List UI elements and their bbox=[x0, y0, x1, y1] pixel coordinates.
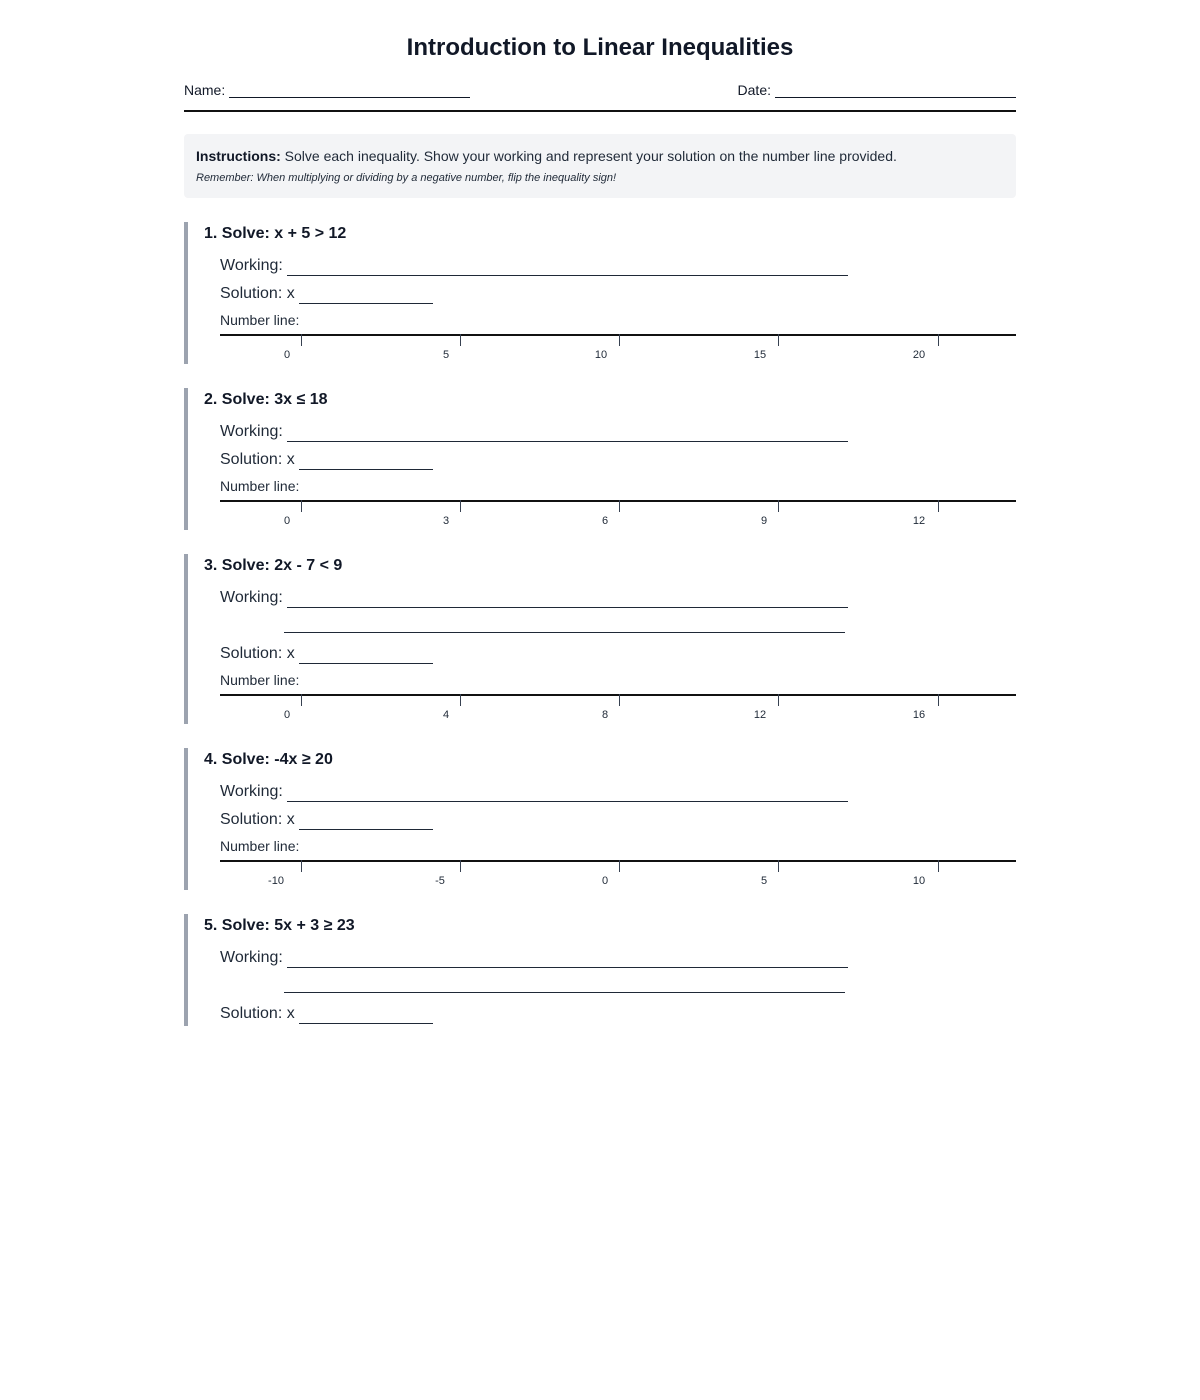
working-label: Working: bbox=[220, 589, 283, 606]
instructions-heading: Instructions: bbox=[196, 148, 281, 164]
tick-label: 10 bbox=[912, 875, 926, 887]
tick-label: 20 bbox=[912, 349, 926, 361]
tick bbox=[301, 334, 302, 346]
tick-label: 10 bbox=[594, 349, 608, 361]
tick bbox=[778, 694, 779, 706]
solution-blank[interactable] bbox=[299, 645, 433, 664]
working-extra-blank[interactable] bbox=[284, 632, 845, 633]
number-line-label: Number line: bbox=[220, 838, 300, 854]
number-line[interactable] bbox=[220, 860, 1016, 890]
tick-label: 3 bbox=[442, 515, 450, 527]
working-row bbox=[220, 588, 848, 608]
tick-label: 4 bbox=[442, 709, 450, 721]
tick-label: 6 bbox=[601, 515, 609, 527]
instructions-box bbox=[184, 134, 1016, 198]
question-1 bbox=[184, 222, 1016, 364]
working-row bbox=[220, 948, 848, 968]
tick bbox=[301, 860, 302, 872]
tick bbox=[619, 860, 620, 872]
working-label: Working: bbox=[220, 257, 283, 274]
number-line[interactable] bbox=[220, 694, 1016, 724]
tick bbox=[938, 334, 939, 346]
instructions-note: Remember: When multiplying or dividing by a negative number, flip the inequality sign! bbox=[196, 172, 617, 184]
tick bbox=[619, 500, 620, 512]
question-title: 1. Solve: x + 5 > 12 bbox=[204, 225, 347, 242]
tick-label: 16 bbox=[912, 709, 926, 721]
solution-row bbox=[220, 1004, 433, 1024]
tick bbox=[460, 694, 461, 706]
solution-row bbox=[220, 644, 433, 664]
tick bbox=[460, 500, 461, 512]
tick-label: 0 bbox=[283, 349, 291, 361]
number-line-axis bbox=[220, 500, 1016, 502]
instructions-text bbox=[196, 146, 1004, 166]
tick-label: 5 bbox=[442, 349, 450, 361]
tick bbox=[778, 500, 779, 512]
working-label: Working: bbox=[220, 423, 283, 440]
solution-label: Solution: x bbox=[220, 645, 295, 662]
question-2 bbox=[184, 388, 1016, 530]
tick-label: 0 bbox=[283, 515, 291, 527]
solution-blank[interactable] bbox=[299, 285, 433, 304]
tick-label: -5 bbox=[435, 875, 445, 887]
tick-label: 5 bbox=[760, 875, 768, 887]
tick bbox=[460, 860, 461, 872]
working-row bbox=[220, 422, 848, 442]
instructions-body: Solve each inequality. Show your working and represent your solution on the number line provided. bbox=[284, 148, 897, 164]
tick-label: 12 bbox=[753, 709, 767, 721]
tick-label: 9 bbox=[760, 515, 768, 527]
working-blank[interactable] bbox=[287, 257, 848, 276]
date-field bbox=[738, 82, 1016, 98]
solution-row bbox=[220, 284, 433, 304]
tick bbox=[778, 334, 779, 346]
number-line-label: Number line: bbox=[220, 312, 300, 328]
working-blank[interactable] bbox=[287, 589, 848, 608]
tick-label: 8 bbox=[601, 709, 609, 721]
working-blank[interactable] bbox=[287, 423, 848, 442]
question-title: 2. Solve: 3x ≤ 18 bbox=[204, 391, 328, 408]
tick-label: 12 bbox=[912, 515, 926, 527]
question-3 bbox=[184, 554, 1016, 724]
tick-label: 0 bbox=[601, 875, 609, 887]
working-blank[interactable] bbox=[287, 949, 848, 968]
tick-label: -10 bbox=[268, 875, 284, 887]
name-field bbox=[184, 82, 470, 98]
tick bbox=[301, 500, 302, 512]
working-blank[interactable] bbox=[287, 783, 848, 802]
number-line-label: Number line: bbox=[220, 672, 300, 688]
solution-label: Solution: x bbox=[220, 1005, 295, 1022]
number-line-axis bbox=[220, 334, 1016, 336]
number-line-axis bbox=[220, 860, 1016, 862]
page-title: Introduction to Linear Inequalities bbox=[406, 34, 794, 61]
solution-label: Solution: x bbox=[220, 451, 295, 468]
tick bbox=[778, 860, 779, 872]
student-info-header bbox=[184, 80, 1016, 112]
working-label: Working: bbox=[220, 949, 283, 966]
name-blank[interactable] bbox=[229, 83, 470, 98]
tick bbox=[938, 500, 939, 512]
number-line[interactable] bbox=[220, 500, 1016, 530]
solution-blank[interactable] bbox=[299, 811, 433, 830]
tick-label: 0 bbox=[283, 709, 291, 721]
solution-label: Solution: x bbox=[220, 811, 295, 828]
question-4 bbox=[184, 748, 1016, 890]
tick bbox=[938, 694, 939, 706]
question-title: 5. Solve: 5x + 3 ≥ 23 bbox=[204, 917, 355, 934]
solution-blank[interactable] bbox=[299, 1005, 433, 1024]
solution-row bbox=[220, 450, 433, 470]
working-row bbox=[220, 256, 848, 276]
tick bbox=[619, 694, 620, 706]
question-title: 4. Solve: -4x ≥ 20 bbox=[204, 751, 333, 768]
tick bbox=[460, 334, 461, 346]
number-line-axis bbox=[220, 694, 1016, 696]
solution-label: Solution: x bbox=[220, 285, 295, 302]
number-line[interactable] bbox=[220, 334, 1016, 364]
name-label: Name: bbox=[184, 82, 226, 98]
tick-label: 15 bbox=[753, 349, 767, 361]
question-title: 3. Solve: 2x - 7 < 9 bbox=[204, 557, 343, 574]
date-blank[interactable] bbox=[775, 83, 1016, 98]
tick bbox=[938, 860, 939, 872]
tick bbox=[619, 334, 620, 346]
solution-blank[interactable] bbox=[299, 451, 433, 470]
tick bbox=[301, 694, 302, 706]
question-5 bbox=[184, 914, 1016, 1026]
working-label: Working: bbox=[220, 783, 283, 800]
solution-row bbox=[220, 810, 433, 830]
working-row bbox=[220, 782, 848, 802]
working-extra-blank[interactable] bbox=[284, 992, 845, 993]
number-line-label: Number line: bbox=[220, 478, 300, 494]
date-label: Date: bbox=[737, 82, 771, 98]
